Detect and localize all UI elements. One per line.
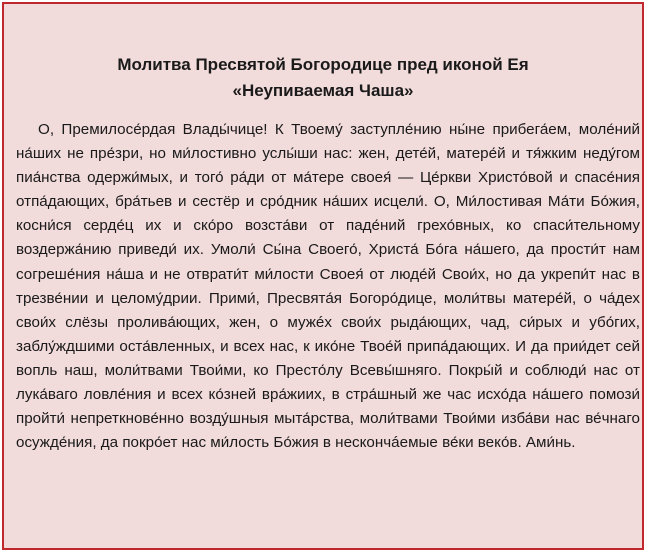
- prayer-body: О, Премилосе́рдая Влады́чице! К Твоему́ заступле́нию ны́не прибега́ем, моле́ний на́ших не пре́зри, но ми́лостивно услы́ши нас: жен, дете́й, матере́й и тя́жким неду́гом пиа́нства одержи́мых, и того́ ра́ди от ма́тере своея́ — Це́ркви Христо́вой и спасе́ния отпа́дающих, бра́тьев и сестёр и сро́дник на́ших исцели́. О, Ми́лостивая Ма́ти Бо́жия, косни́ся серде́ц их и ско́ро возста́ви от паде́ний грехо́вных, ко спаси́тельному воздержа́нию приведи́ их. Умоли́ Сы́на Своего́, Христа́ Бо́га на́шего, да прости́т нам согреше́ния на́ша и не отврати́т ми́лости Своея́ от люде́й Свои́х, но да укрепи́т нас в трезве́нии и целому́дрии. Прими́, Пресвята́я Богоро́дице, моли́твы матере́й, о ча́дех свои́х слёзы пролива́ющих, жен, о мужéх свои́х рыда́ющих, чад, си́рых и убо́гих, заблу́ждшими оста́вленных, и всех нас, к ико́не Твое́й припа́дающих. И да прии́дет сей вопль наш, моли́твами Твои́ми, ко Престо́лу Всевы́шняго. Покры́й и соблюди́ нас от лука́ваго ловле́ния и всех ко́зней вра́жиих, в стра́шный же час исхо́да на́шего помози́ пройти́ непреткнове́нно возду́шныя мыта́рства, моли́твами Твои́ми изба́ви нас ве́чнаго осужде́ния, да покро́ет нас ми́лость Бо́жия в нескончáемые ве́ки веко́в. Ами́нь.: [16, 121, 640, 452]
- prayer-title: [4, 52, 642, 104]
- prayer-title-line-2: «Неупиваемая Чаша»: [232, 81, 414, 100]
- prayer-title-line-1: Молитва Пресвятой Богородице пред иконой Ея: [117, 55, 529, 74]
- prayer-card: [2, 2, 644, 550]
